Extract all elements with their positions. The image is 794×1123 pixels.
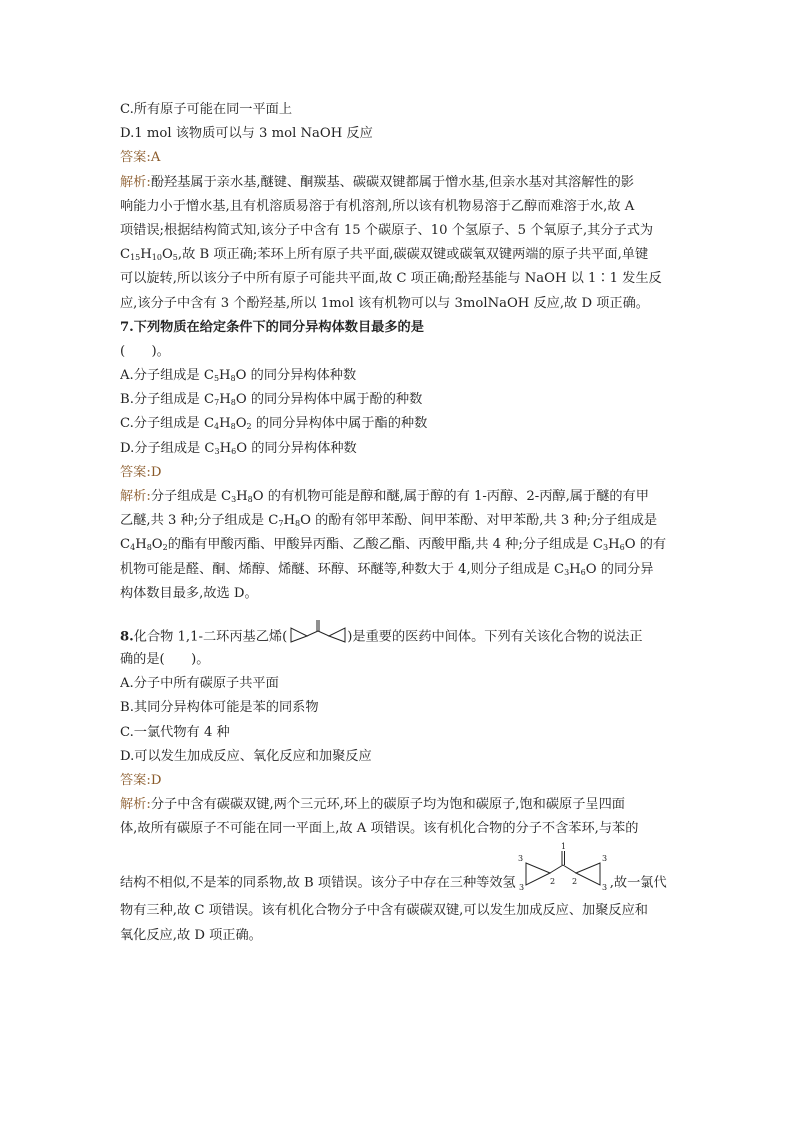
label-1: 1 — [560, 841, 566, 851]
document-page — [120, 98, 682, 948]
explanation-label: 解析: — [120, 489, 151, 504]
q6-explanation-line: 可以旋转,所以该分子中所有原子可能共平面,故 C 项正确;酚羟基能与 NaOH 以 1∶1 发生反 — [120, 271, 662, 287]
label-3-lower-right: 3 — [601, 882, 607, 891]
q8-stem: 8.化合物 1,1-二环丙基乙烯( )是重要的医药中间体。下列有关该化合物的说法正 — [120, 618, 682, 648]
q8-explanation-line: 物有三种,故 C 项错误。该有机化合物分子中含有碳碳双键,可以发生加成反应、加聚反应和 — [120, 903, 648, 919]
q7-stem: 7.下列物质在给定条件下的同分异构体数目最多的是 — [120, 319, 424, 335]
q8-answer: 答案:D — [120, 772, 162, 788]
q8-explanation-line: 解析:分子中含有碳碳双键,两个三元环,环上的碳原子均为饱和碳原子,饱和碳原子呈四面 — [120, 797, 625, 813]
q8-option-b: B.其同分异构体可能是苯的同系物 — [120, 700, 319, 716]
q8-explanation-line: 氧化反应,故 D 项正确。 — [120, 927, 262, 943]
q7-option-c: C.分子组成是 $C_4H_8O_2$ 的同分异构体中属于酯的种数 — [120, 416, 428, 432]
explanation-label: 解析: — [120, 797, 151, 813]
label-3-upper-left: 3 — [517, 853, 523, 863]
equivalent-hydrogen-structure — [516, 841, 610, 895]
q7-explanation-line: $C_4H_8O_2$的酯有甲酸丙酯、甲酸异丙酯、乙酸乙酯、丙酸甲酯,共 4 种;分子组成是 $C_3H_6O$ 的有 — [120, 537, 667, 553]
q6-explanation-line: 响能力小于憎水基,且有机溶质易溶于有机溶剂,所以该有机物易溶于乙醇而难溶于水,故 A — [120, 198, 635, 214]
q8-option-d: D.可以发生加成反应、氧化反应和加聚反应 — [120, 748, 372, 764]
q8-stem-cont: 确的是( )。 — [120, 651, 210, 667]
q6-explanation-line: 解析:酚羟基属于亲水基,醚键、酮羰基、碳碳双键都属于憎水基,但亲水基对其溶解性的影 — [120, 174, 634, 190]
q7-explanation-line: 构体数目最多,故选 D。 — [120, 585, 258, 601]
q7-option-d: D.分子组成是 $C_3H_6O$ 的同分异构体种数 — [120, 440, 357, 456]
q6-explanation-line: 应,该分子中含有 3 个酚羟基,所以 1mol 该有机物可以与 3molNaOH 反应,故 D 项正确。 — [120, 295, 649, 311]
q8-option-a: A.分子中所有碳原子共平面 — [120, 676, 279, 692]
q6-explanation-line: $C_{15}H_{10}O_5$,故 B 项正确;苯环上所有原子共平面,碳碳双键或碳氧双键两端的原子共平面,单键 — [120, 247, 649, 263]
q7-option-a: A.分子组成是 $C_5H_8O$ 的同分异构体种数 — [120, 368, 357, 384]
q7-explanation-line: 机物可能是醛、酮、烯醇、烯醚、环醇、环醚等,种数大于 4,则分子组成是 $C_3H_6O$ 的同分异 — [120, 561, 654, 577]
explanation-label: 解析: — [120, 174, 151, 190]
q6-option-c: C.所有原子可能在同一平面上 — [120, 102, 293, 117]
q8-explanation-line-with-structure: 结构不相似,不是苯的同系物,故 B 项错误。该分子中存在三种等效氢 1 3 2 2 3 3 3 ,故一氯代 — [120, 841, 682, 899]
q8-option-c: C.一氯代物有 4 种 — [120, 724, 230, 740]
q7-answer: 答案:D — [120, 464, 162, 480]
q7-answer-paren: ( )。 — [120, 343, 170, 359]
label-2-left: 2 — [549, 876, 555, 886]
q7-explanation-line: 乙醚,共 3 种;分子组成是 $C_7H_8O$ 的酚有邻甲苯酚、间甲苯酚、对甲苯酚,共 3 种;分子组成是 — [120, 513, 658, 529]
q6-answer: 答案:A — [120, 150, 161, 166]
q6-option-d: D.1 mol 该物质可以与 3 mol NaOH 反应 — [120, 126, 373, 142]
q7-explanation-line: 解析:分子组成是 $C_3H_8O$ 的有机物可能是醇和醚,属于醇的有 1-丙醇、2-丙醇,属于醚的有甲 — [120, 489, 649, 504]
dicyclopropylethylene-structure — [287, 618, 347, 648]
q8-explanation-line: 体,故所有碳原子不可能在同一平面上,故 A 项错误。该有机化合物的分子不含苯环,与苯的 — [120, 821, 639, 837]
label-2-right: 2 — [571, 876, 577, 886]
label-3-upper-right: 3 — [601, 853, 607, 863]
q7-option-b: B.分子组成是 $C_7H_8O$ 的同分异构体中属于酚的种数 — [120, 392, 423, 408]
q6-explanation-line: 项错误;根据结构简式知,该分子中含有 15 个碳原子、10 个氢原子、5 个氧原子,其分子式为 — [120, 222, 654, 238]
label-3-lower-left: 3 — [518, 882, 524, 891]
